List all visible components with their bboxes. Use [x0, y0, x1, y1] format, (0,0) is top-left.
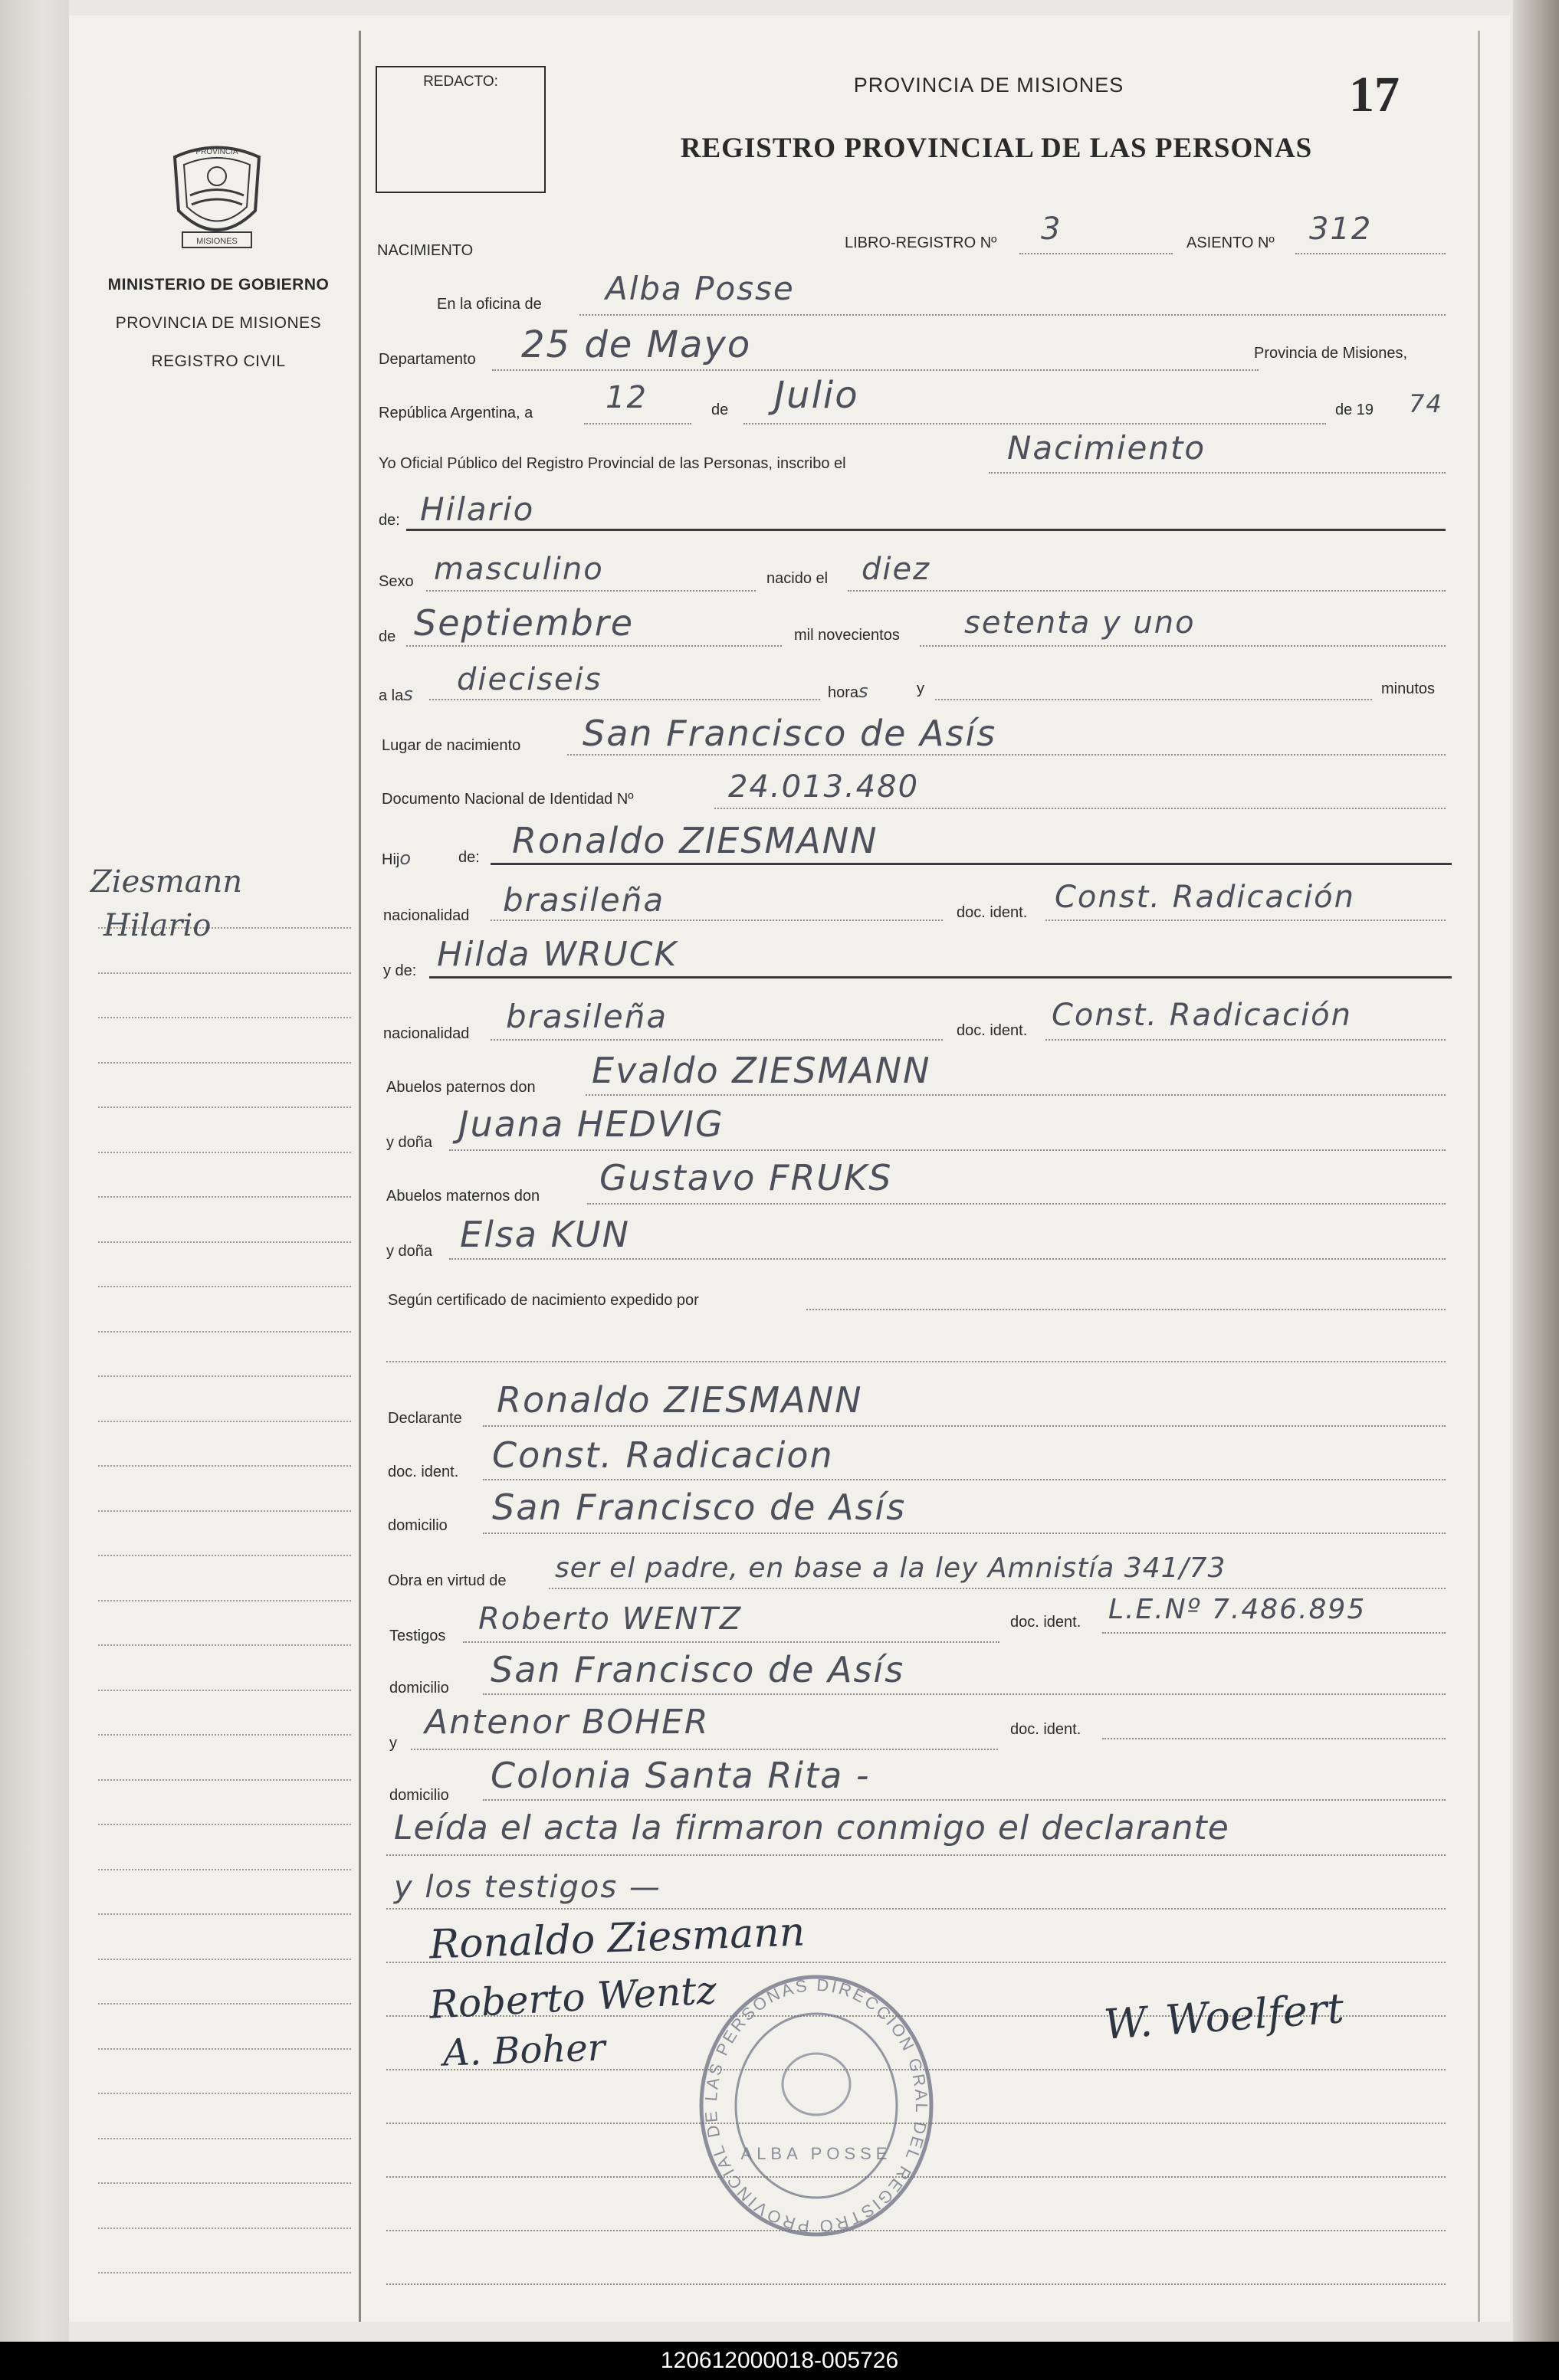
provincia-suffix: Provincia de Misiones, [1254, 345, 1408, 362]
ala-label [379, 684, 415, 705]
departamento-label: Departamento [379, 351, 476, 368]
footer-bar [0, 2342, 1559, 2380]
margin-ruled-line [98, 1241, 351, 1243]
madre-doc-label: doc. ident. [957, 1022, 1028, 1039]
testigo2-dots [411, 1749, 998, 1750]
hijo-label [382, 847, 412, 869]
dni-label: Documento Nacional de Identidad Nº [382, 791, 634, 808]
madre-nacionalidad-value: brasileña [506, 998, 668, 1035]
seal-bottom-text: MISIONES [196, 237, 238, 246]
margin-ruled-line [98, 1779, 351, 1781]
hora-value: dieciseis [457, 662, 602, 697]
padre-nacionalidad-label: nacionalidad [383, 907, 470, 924]
header-registry: REGISTRO PROVINCIAL DE LAS PERSONAS [680, 133, 1313, 164]
testigo2-domicilio-value: Colonia Santa Rita - [491, 1755, 871, 1796]
asiento-dots [1295, 253, 1446, 254]
anio-dots [920, 645, 1446, 647]
lugar-dots [567, 754, 1446, 756]
certificado-dots-1 [806, 1309, 1446, 1310]
obra-label: Obra en virtud de [388, 1572, 507, 1589]
day-value: 12 [606, 380, 648, 415]
testigo1-dom-dots [483, 1693, 1446, 1695]
nombre-line [406, 529, 1446, 531]
margin-ruled-line [98, 1600, 351, 1601]
margin-ruled-line [98, 1465, 351, 1467]
padre-doc-value: Const. Radicación [1055, 880, 1355, 915]
dni-dots [714, 808, 1446, 809]
testigo2-domicilio-label: domicilio [389, 1787, 449, 1804]
firma-oficial: W. Woelfert [1102, 1984, 1346, 2049]
month-dots [743, 423, 1326, 425]
right-border-line [1478, 31, 1480, 2322]
testigo2-dom-dots [483, 1799, 1446, 1801]
ministry-title: MINISTERIO DE GOBIERNO [107, 276, 330, 293]
hora-dots [429, 699, 820, 700]
ab-pat-dona-dots [449, 1149, 1446, 1151]
decl-domicilio-label: domicilio [388, 1517, 448, 1534]
declarante-label: Declarante [388, 1410, 462, 1427]
padre-value: Ronaldo ZIESMANN [512, 820, 878, 861]
margin-ruled-line [98, 2048, 351, 2050]
declarante-domicilio-value: San Francisco de Asís [492, 1487, 907, 1528]
ministry-registry: REGISTRO CIVIL [151, 352, 286, 370]
testigo1-dots [463, 1641, 999, 1643]
madre-doc-value: Const. Radicación [1052, 998, 1352, 1033]
testigo2-doc-dots [1102, 1738, 1446, 1739]
nacido-label: nacido el [766, 570, 829, 587]
declarante-doc-value: Const. Radicacion [492, 1434, 834, 1476]
horas-suffix: s [858, 680, 870, 702]
de-mes-label: de [379, 628, 396, 645]
margin-ruled-line [98, 1421, 351, 1422]
seal-top-text: PROVINCIA [195, 148, 238, 156]
firma-testigo-1: Roberto Wentz [428, 1968, 718, 2028]
declarante-dots [483, 1425, 1446, 1427]
abuela-paterna-value: Juana HEDVIG [458, 1103, 724, 1145]
madre-nacionalidad-label: nacionalidad [383, 1025, 470, 1042]
hijo-de-label: de: [458, 849, 480, 866]
declarante-value: Ronaldo ZIESMANN [497, 1379, 863, 1421]
decl-doc-dots [483, 1479, 1446, 1480]
testigo1-domicilio-value: San Francisco de Asís [491, 1649, 905, 1690]
ala-text: a la [379, 687, 404, 704]
ala-suffix: s [403, 684, 415, 705]
lugar-label: Lugar de nacimiento [382, 737, 521, 754]
mes-dots [406, 645, 782, 647]
day-dots [584, 423, 691, 425]
testigo1-doc-label: doc. ident. [1010, 1614, 1081, 1631]
stamp-center-text: ALBA POSSE [740, 2144, 892, 2163]
hijo-text: Hij [382, 851, 400, 868]
margin-ruled-line [98, 1869, 351, 1870]
asiento-value: 312 [1309, 211, 1373, 247]
libro-dots [1019, 253, 1173, 254]
ab-pat-dona-label: y doña [386, 1134, 433, 1151]
padre-line [491, 863, 1452, 865]
bottom-ruled-line [386, 2283, 1446, 2285]
cierre-line-2: y los testigos — [394, 1870, 661, 1905]
obra-value: ser el padre, en base a la ley Amnistía 341/73 [555, 1552, 1226, 1584]
cierre-dots-2 [386, 1908, 1446, 1910]
testigo2-y-label: y [389, 1735, 397, 1752]
padre-doc-label: doc. ident. [957, 904, 1028, 921]
testigo2-doc-label: doc. ident. [1010, 1721, 1081, 1738]
padre-nacionalidad-value: brasileña [503, 881, 665, 919]
folio-number: 17 [1349, 67, 1400, 123]
margin-ruled-line [98, 1062, 351, 1064]
de-label: de [711, 402, 729, 418]
testigo1-doc-dots [1102, 1632, 1446, 1634]
book-spine [0, 0, 69, 2342]
image-id: 120612000018-005726 [660, 2348, 899, 2373]
coat-of-arms-icon [159, 134, 274, 261]
margin-ruled-line [98, 2272, 351, 2273]
margin-ruled-line [98, 1106, 351, 1108]
madre-value: Hilda WRUCK [437, 935, 678, 974]
horas-text: hora [828, 684, 859, 701]
oficina-value: Alba Posse [606, 270, 795, 307]
certificado-dots-2 [386, 1361, 1446, 1362]
redacto-label: REDACTO: [423, 74, 498, 90]
ministry-province: PROVINCIA DE MISIONES [115, 314, 322, 332]
mes-nac-value: Septiembre [414, 602, 635, 644]
margin-ruled-line [98, 1152, 351, 1153]
margin-divider [359, 31, 361, 2322]
year-value: 74 [1409, 389, 1443, 418]
anio-nac-value: setenta y uno [964, 605, 1196, 641]
minutos-label: minutos [1381, 680, 1436, 697]
header-province: PROVINCIA DE MISIONES [853, 74, 1124, 97]
margin-annotation-surname: Ziesmann [90, 864, 243, 900]
sexo-label: Sexo [379, 573, 414, 590]
oficina-dots [579, 314, 1446, 316]
madre-nac-dots [491, 1039, 943, 1041]
firma-testigo-2: A. Boher [442, 2026, 606, 2075]
abuelos-paternos-label: Abuelos paternos don [386, 1079, 536, 1096]
asiento-label: ASIENTO Nº [1186, 234, 1275, 251]
yde-label: y de: [383, 962, 417, 979]
margin-ruled-line [98, 2093, 351, 2094]
republica-label: República Argentina, a [379, 405, 533, 421]
testigo1-domicilio-label: domicilio [389, 1680, 449, 1696]
record-type-label: NACIMIENTO [377, 242, 474, 259]
sexo-value: masculino [434, 552, 604, 587]
cierre-dots-1 [386, 1854, 1446, 1856]
year-prefix: de 19 [1335, 402, 1374, 418]
margin-ruled-line [98, 1331, 351, 1333]
testigo1-value: Roberto WENTZ [478, 1601, 743, 1637]
ab-mat-dona-label: y doña [386, 1243, 433, 1260]
departamento-value: 25 de Mayo [521, 323, 752, 366]
obra-dots [549, 1588, 1446, 1589]
oficial-value: Nacimiento [1007, 429, 1206, 467]
nombre-value: Hilario [420, 490, 535, 528]
hijo-suffix: o [399, 847, 413, 869]
official-stamp [694, 1969, 939, 2237]
stamp-ring-text: DIRECCION GRAL DEL REGISTRO PROVINCIAL DE LAS PERSONAS [701, 1975, 932, 2237]
ab-mat-dona-dots [449, 1258, 1446, 1260]
margin-ruled-line [98, 1286, 351, 1287]
margin-ruled-line [98, 1913, 351, 1915]
margin-ruled-line [98, 1734, 351, 1736]
margin-ruled-line [98, 2138, 351, 2139]
margin-ruled-line [98, 2182, 351, 2184]
abuelos-maternos-label: Abuelos maternos don [386, 1188, 540, 1205]
decl-dom-dots [483, 1533, 1446, 1534]
margin-ruled-line [98, 1375, 351, 1377]
madre-doc-dots [1045, 1039, 1446, 1041]
month-value: Julio [774, 374, 859, 417]
ab-pat-dots [586, 1094, 1446, 1096]
margin-ruled-line [98, 972, 351, 974]
horas-label [828, 680, 870, 702]
margin-annotation-name: Hilario [103, 908, 212, 943]
madre-line [429, 976, 1452, 979]
departamento-dots [492, 369, 1259, 371]
margin-ruled-line [98, 1510, 351, 1512]
nacido-value: diez [862, 552, 931, 587]
nacido-dots [848, 590, 1446, 592]
margin-ruled-line [98, 1017, 351, 1018]
testigo2-value: Antenor BOHER [425, 1703, 710, 1742]
certificado-label: Según certificado de nacimiento expedido por [388, 1292, 699, 1309]
margin-ruled-line [98, 1555, 351, 1556]
abuelos-maternos-value: Gustavo FRUKS [599, 1157, 893, 1198]
padre-nac-dots [491, 920, 943, 921]
margin-ruled-line [98, 2003, 351, 2005]
minutos-dots [935, 699, 1372, 700]
ab-mat-dots [587, 1203, 1446, 1205]
margin-ruled-line [98, 1959, 351, 1960]
redacto-box [376, 66, 546, 193]
firma-declarante: Ronaldo Ziesmann [428, 1909, 806, 1969]
cierre-line-1: Leída el acta la firmaron conmigo el declarante [394, 1808, 1229, 1847]
margin-ruled-line [98, 1690, 351, 1691]
libro-value: 3 [1041, 211, 1062, 247]
margin-ruled-line [98, 1644, 351, 1646]
oficial-dots [989, 472, 1446, 474]
libro-label: LIBRO-REGISTRO Nº [845, 234, 997, 251]
sexo-dots [426, 590, 756, 592]
dni-value: 24.013.480 [728, 769, 920, 805]
mil-label: mil novecientos [794, 627, 900, 644]
y-label: y [917, 680, 924, 697]
book-right-edge [1513, 0, 1559, 2342]
abuela-materna-value: Elsa KUN [460, 1214, 631, 1255]
abuelos-paternos-value: Evaldo ZIESMANN [592, 1050, 931, 1091]
decl-doc-label: doc. ident. [388, 1464, 459, 1480]
testigos-label: Testigos [389, 1628, 446, 1644]
margin-ruled-line [98, 1196, 351, 1198]
margin-ruled-line [98, 2228, 351, 2229]
oficina-label: En la oficina de [437, 296, 542, 313]
lugar-value: San Francisco de Asís [583, 713, 997, 754]
margin-ruled-line [98, 1824, 351, 1825]
oficial-label: Yo Oficial Público del Registro Provincial de las Personas, inscribo el [379, 455, 846, 472]
testigo1-doc-value: L.E.Nº 7.486.895 [1108, 1594, 1367, 1625]
de-nombre-label: de: [379, 512, 400, 529]
padre-doc-dots [1045, 920, 1446, 921]
